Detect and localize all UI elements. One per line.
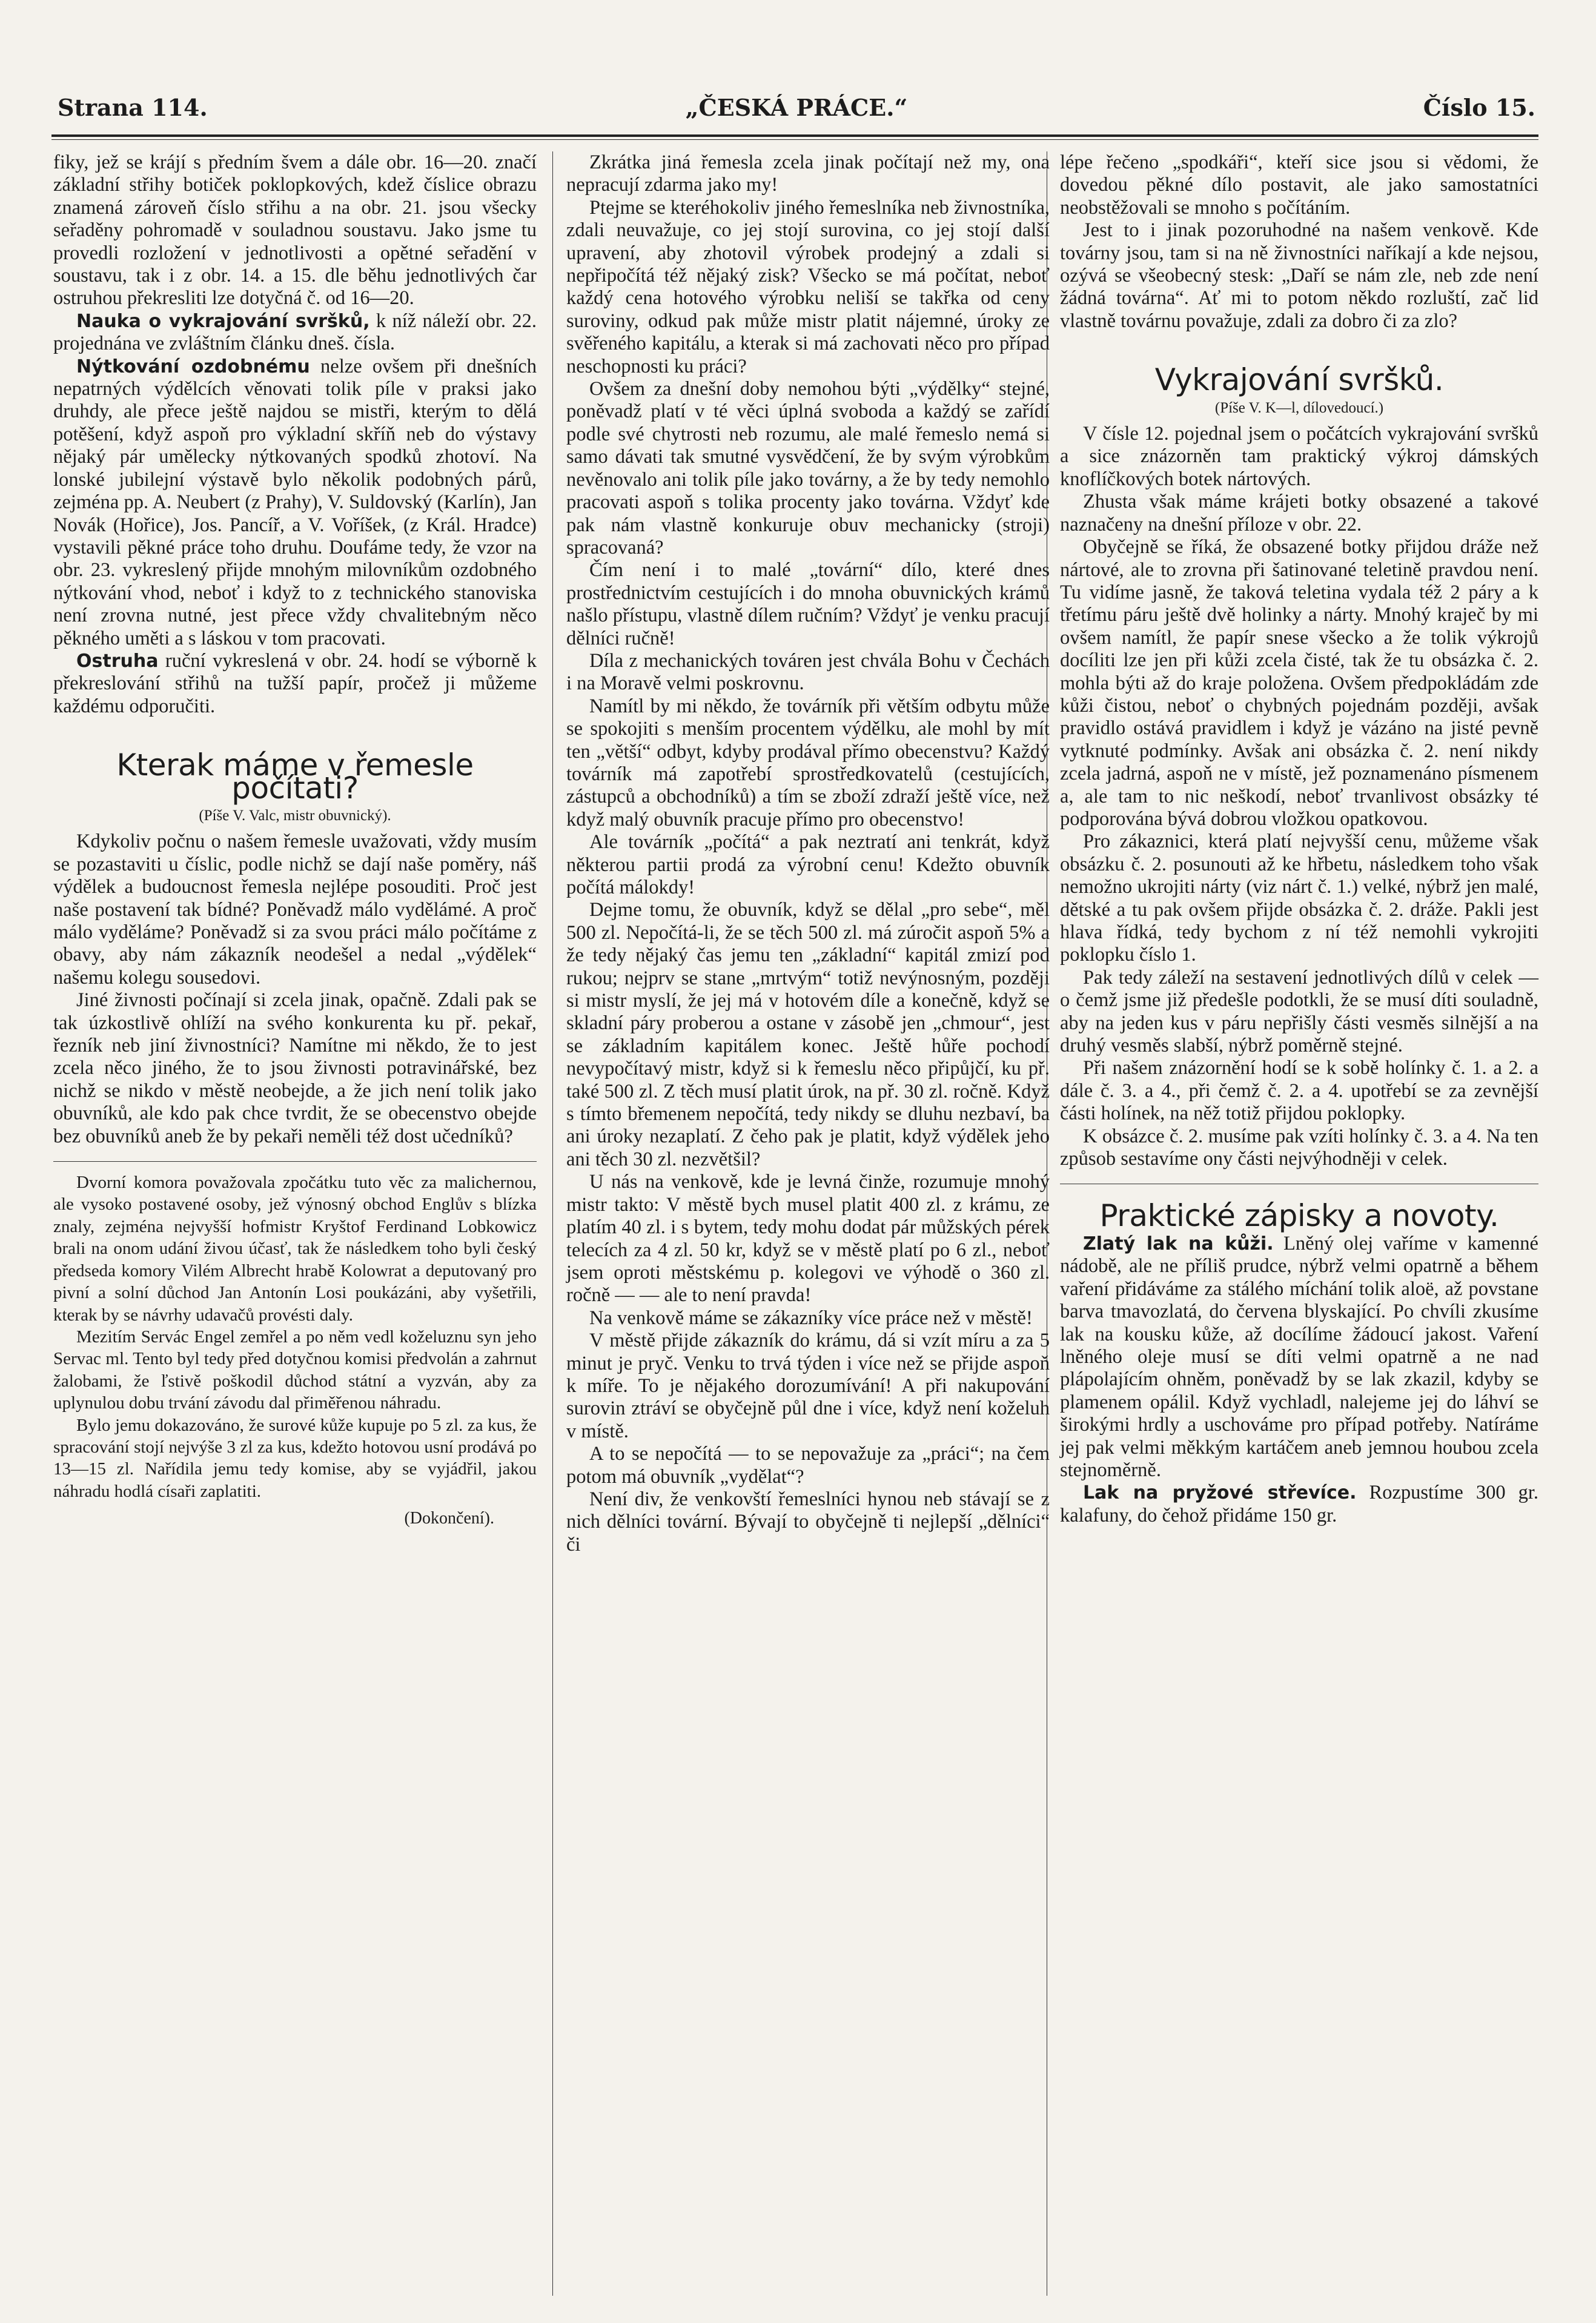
header-rule-thin xyxy=(51,139,1538,140)
paragraph: Při našem znázornění hodí se k sobě holínky č. 1. a 2. a dále č. 3. a 4., při čemž č. 2. a 4. upotřebí se za zevnější části holínek, na něž totiž přijdou poklopky. xyxy=(1060,1057,1538,1125)
column-divider-1 xyxy=(552,151,553,2296)
article-heading: Praktické zápisky a novoty. xyxy=(1099,1198,1499,1234)
paragraph: lépe řečeno „spodkáři“, kteří sice jsou si vědomi, že dovedou pěkné dílo postavit, ale jako samostatníci neobstěžovali se mnoho s počítáním. xyxy=(1060,151,1538,219)
paragraph: Zkrátka jiná řemesla zcela jinak počítají než my, ona nepracují zdarma jako my! xyxy=(566,151,1050,196)
column-2 xyxy=(566,151,1050,1556)
paragraph-text: Rozpustíme 300 gr. kalafuny, do čehož přidáme 150 gr. xyxy=(1060,1482,1539,1526)
paragraph: Mezitím Servác Engel zemřel a po něm vedl koželuznu syn jeho Servac ml. Tento byl tedy před dotyčnou komisi předvolán a zahrnut žalobami, že ľstivě poškodil důchod státní a vyzván, aby za uplynulou dobu trvání závodu dal přiměřenou náhradu. xyxy=(53,1327,537,1413)
paragraph: Jiné živnosti počínají si zcela jinak, opačně. Zdali pak se tak úzkostlivě ohlíží na svého konkurenta ku př. pekař, řezník neb jiní živnostníci? Namítne mi někdo, že to jest zcela něco jiného, že to jsou živnosti potravinářské, bez nichž se nikdo v městě neobejde, a že jich není tolik jako obuvníků, ale kdo pak chce tvrdit, že se obecenstvo obejde bez obuvníků aneb že by pekaři neměli též dost učedníků? xyxy=(53,989,537,1147)
run-in-heading: Nýtkování ozdobnému xyxy=(76,356,310,377)
paragraph xyxy=(1060,1482,1538,1527)
column-3 xyxy=(1060,151,1538,1527)
paragraph xyxy=(53,650,537,718)
column-1 xyxy=(53,151,537,1530)
page-header xyxy=(58,94,1535,136)
paragraph: A to se nepočítá — to se nepovažuje za „práci“; na čem potom má obuvník „vydělat“? xyxy=(566,1443,1050,1488)
issue-number: Číslo 15. xyxy=(1423,94,1535,121)
paragraph xyxy=(1060,1233,1538,1482)
paragraph-text: ruční vykreslená v obr. 24. hodí se výborně k překreslování střihů na tužší papír, pročež ji můžeme každému odporučiti. xyxy=(53,649,537,717)
run-in-heading: Nauka o vykrajování svršků, xyxy=(76,310,370,332)
article-byline: (Píše V. K—l, dílovedoucí.) xyxy=(1214,399,1384,416)
paragraph: Bylo jemu dokazováno, že surové kůže kupuje po 5 zl. za kus, že spracování stojí nejvýše 3 zl za kus, kdežto hotovou usní prodává po 13—15 zl. Nařídila jemu tedy komise, aby se vyjádřil, jakou náhradu hodlá císaři zaplatiti. xyxy=(53,1415,537,1501)
paragraph: Namítl by mi někdo, že továrník při větším odbytu může se spokojiti s menším procentem výdělku, ale mohl by mít ten „větší“ odbyt, kdyby prodával přímo obecenstvu? Každý továrník má zapotřebí sprostředkovatelů (cestujících, zástupců a obchodníků) a tím se zboží zdraží ještě více, než když malý obuvník pracuje přímo pro obecenstvo! xyxy=(566,695,1050,830)
paragraph: V městě přijde zákazník do krámu, dá si vzít míru a za 5 minut je pryč. Venku to trvá týden i více než se přijde aspoň k míře. To je nějakého dorozumívání! A při nakupování surovin ztráví se obyčejně půl dne i více, když není koželuh v místě. xyxy=(566,1330,1050,1442)
continuation-note: (Dokončení). xyxy=(404,1509,494,1528)
paragraph: Kdykoliv počnu o našem řemesle uvažovati, vždy musím se pozastaviti u číslic, podle nichž se dají naše poměry, náš výdělek a budoucnost řemesla nejlépe posouditi. Proč jest naše postavení tak bídné? Poněvadž málo vydělámé. A proč málo vyděláme? Poněvadž si za svou práci málo počítáme z obavy, aby nám zákazník neodešel a nedal „výdělek“ našemu kolegu sousedovi. xyxy=(53,830,537,989)
paragraph xyxy=(53,356,537,650)
paragraph: Čím není i to malé „tovární“ dílo, které dnes prostřednictvím cestujících i do mnoha obuvnických krámů našlo přístupu, vlastně dílem ručním? Vždyť je venku pracují dělníci ručně! xyxy=(566,559,1050,649)
article-heading: Kterak máme v řemesle počítati? xyxy=(116,747,474,806)
paragraph: Na venkově máme se zákazníky více práce než v městě! xyxy=(589,1307,1033,1329)
paragraph: Pro zákaznici, která platí nejvyšší cenu, můžeme však obsázku č. 2. posunouti až ke hřbetu, následkem toho však nemožno ukrojiti nárty (viz nárt č. 1.) velké, nýbrž jen malé, dětské a tu pak ovšem přijde obsázka č. 2. dráže. Pakli jest hlava řídká, tedy bychom z ní též nemohli vykrojiti poklopku číslo 1. xyxy=(1060,830,1538,966)
run-in-heading: Ostruha xyxy=(76,650,159,672)
paragraph-text: k níž náleží obr. 22. projednána ve zvláštním článku dneš. čísla. xyxy=(53,310,537,355)
paragraph xyxy=(53,310,537,356)
paragraph: U nás na venkově, kde je levná činže, rozumuje mnohý mistr takto: V městě bych musel platit 400 zl. z krámu, ze platím 40 zl. i s bytem, tedy mohu dodat pár můžských pérek telecích za 4 zl. 50 kr, když se v městě platí po 6 zl., neboť jsem oproti městskému p. kolegovi ve výhodě o 360 zl. ročně — — ale to není pravda! xyxy=(566,1171,1050,1307)
journal-title: „ČESKÁ PRÁCE.“ xyxy=(685,94,908,121)
paragraph: Dvorní komora považovala zpočátku tuto věc za malichernou, ale vysoko postavené osoby, jež výnosný obchod Englův s blízka znaly, zejména nejvyšší hofmistr Kryštof Ferdinand Lobkowicz brali na onom udání živou účasť, tak že následkem toho byli český předseda komory Vilém Albrecht hrabě Kolowrat a deputovaný pro pivní a solní důchod Jan Antonín Losi poukázáni, aby vyšetřili, kterak by se návrhy udavačů provésti daly. xyxy=(53,1173,537,1325)
run-in-heading: Zlatý lak na kůži. xyxy=(1083,1233,1274,1254)
paragraph: Dejme tomu, že obuvník, když se dělal „pro sebe“, měl 500 zl. Nepočítá-li, že se těch 500 zl. má zúročit aspoň 5% a že tedy nějaký čas jemu ten „základní“ kapitál zmizí pod rukou; nejprv se stane „mrtvým“ totiž nevýnosným, později si mistr myslí, že jej má v hotovém díle a konečně, když se skladní páry proberou a ostane v zásobě jen „chmour“, jest se základním kapitálem konec. Ještě hůře pochodí nevypočítavý mistr, když si k řemeslu něco připůjčí, ku př. také 500 zl. Z těch musí platit úrok, na př. 30 zl. ročně. Když s tímto břemenem nepočítá, tedy nikdy se dluhu nezbaví, ba ani úroky nezaplatí. Z čeho pak je platit, když výdělek jeho ani těch 30 zl. nezvětšil? xyxy=(566,899,1050,1170)
paragraph: Zhusta však máme krájeti botky obsazené a takové naznačeny na dnešní příloze v obr. 22. xyxy=(1060,491,1538,535)
paragraph: Obyčejně se říká, že obsazené botky přijdou dráže než nártové, ale to zrovna při šatinované teletině pravdou není. Tu vidíme jasně, že taková teletina vydala též 2 páry a k třetímu páru ještě dvě holinky a nárty. Mnohý kraječ by mi ovšem namítl, že papír snese všecko a že tolik výkrojů docíliti lze jen při kůži zcela čisté, tak že tu obsázka č. 2. mohla býti až do kraje položena. Ovšem předpokládám zde kůži čistou, neboť o chybných pojednám později, avšak pravidlo ostává pravidlem i když je vázáno na jisté pevně vytknuté podmínky. Avšak ani obsázka č. 2. není nikdy zcela jadrná, aspoň ne v místě, jež poznamenáno písmenem a, ale tam to nic neškodí, neboť trvanlivost obsázky té podporována bývá dobrou vložkou opatkovou. xyxy=(1060,536,1538,830)
page-number: Strana 114. xyxy=(58,94,208,121)
paragraph: Pak tedy záleží na sestavení jednotlivých dílů v celek — o čemž jsme již předešle podotkli, že se musí díti souladně, aby na jeden kus v páru nepřišly části vesměs silnější a na druhý vesměs slabší, nýbrž poměrně stejné. xyxy=(1060,966,1538,1057)
paragraph-text: nelze ovšem při dnešních nepatrných výdělcích věnovati tolik píle v praksi jako druhdy, ale přece ještě najdou se mistři, kterým to dělá potěšení, když aspoň pro výkladní skříň neb do výstavy nějaký pár umělecky nýtkovaných spodků zhotoví. Na lonské jubilejní výstavě bylo několik podobných párů, zejména pp. A. Neubert (z Prahy), V. Suldovský (Karlín), Jan Novák (Hořice), Jos. Pancíř, a V. Voříšek, (z Král. Hradce) vystavili pěkné práce toho druhu. Doufáme tedy, že vzor na obr. 23. vykreslený přijde mnohým milovníkům ozdobného nýtkování vhod, neboť i když to z technického stanoviska není zrovna nutné, jest přece vždy chvalitebným něco pěkného uměti a s láskou v tom pracovati. xyxy=(53,355,537,649)
paragraph-text: Lněný olej vaříme v kamenné nádobě, ale ne příliš prudce, nýbrž velmi opatrně a během vaření přidáváme za stálého míchání tolik aloë, až povstane barva tmavozlatá, do červena blyskající. Po chvíli zkusíme lak na kousku kůže, až docílíme žádoucí jakost. Vaření lněného oleje musí se díti velmi opatrně a ne nad plápolajícím ohněm, poněvadž by se lak zkazil, kdyby se plamenem opálil. Když vychladl, nalejeme jej do láhví se širokými hrdly a uschováme pro případ potřeby. Natíráme jej pak velmi měkkým kartáčem aneb jemnou houbou zcela stejnoměrně. xyxy=(1060,1232,1538,1481)
paragraph: Ptejme se kteréhokoliv jiného řemeslníka neb živnostníka, zdali neuvažuje, co jej stojí surovina, co jej stojí další upravení, aby zhotovil výrobek prodejný a zdali si nepřipočítá též nějaký zisk? Všecko se má počítat, neboť každý cena hotového výrobku neliší se takřka od ceny suroviny, odkud pak může mistr platit nájemné, úroky ze svěřeného kapitálu, a kterak si má zachovati něco pro případ neschopnosti ku práci? xyxy=(566,196,1050,377)
paragraph: Ale továrník „počítá“ a pak neztratí ani tenkrát, když některou partii prodá za výrobní cenu! Kdežto obuvník počítá málokdy! xyxy=(566,831,1050,898)
article-heading: Vykrajování svršků. xyxy=(1154,362,1444,398)
header-rule xyxy=(51,134,1538,137)
run-in-heading: Lak na pryžové střevíce. xyxy=(1083,1482,1357,1504)
paragraph: Ovšem za dnešní doby nemohou býti „výdělky“ stejné, poněvadž platí v té věci úplná svoboda a každý se zařídí podle své chytrosti neb rozumu, ale malé řemeslo nemá si samo dávati tak smutné vysvědčení, že by svým výrobkům nevěnovalo ani tolik píle jako továrny, a že by tedy nemohlo pracovati aspoň s tolika procenty jako továrna. Vždyť kde pak nám vlastně konkuruje obuv mechanicky (stroji) spracovaná? xyxy=(566,378,1050,558)
paragraph: fiky, jež se krájí s předním švem a dále obr. 16—20. značí základní střihy botiček poklopkových, kdež číslice obrazu znamená zároveň číslo střihu a na obr. 21. jsou všecky seřaděny pohromadě v souladnou soustavu. Jako jsme tu provedli rozložení v jednotlivosti a opětné seřadění v soustavu, tak i z obr. 14. a 15. dle běhu jednotlivých čar ostruhou překresliti lze dotyčná č. od 16—20. xyxy=(53,151,537,310)
paragraph: V čísle 12. pojednal jsem o počátcích vykrajování svršků a sice znázorněn tam praktický výkroj dámských knoflíčkových botek nártových. xyxy=(1060,423,1538,490)
paragraph: K obsázce č. 2. musíme pak vzíti holínky č. 3. a 4. Na ten způsob sestavíme ony části nejvýhodněji v celek. xyxy=(1060,1125,1538,1170)
section-divider xyxy=(53,1161,537,1162)
paragraph: Jest to i jinak pozoruhodné na našem venkově. Kde továrny jsou, tam si na ně živnostníci naříkají a kde nejsou, ozývá se všeobecný stesk: „Daří se nám zle, neb zde není žádná továrna“. Ať mi to potom někdo rozluští, zač lid vlastně továrnu považuje, zdali za dobro či za zlo? xyxy=(1060,219,1538,332)
article-byline: (Píše V. Valc, mistr obuvnický). xyxy=(199,807,391,824)
paragraph: Díla z mechanických továren jest chvála Bohu v Čechách i na Moravě velmi poskrovnu. xyxy=(566,649,1050,695)
paragraph: Není div, že venkovští řemeslníci hynou neb stávají se z nich dělníci tovární. Bývají to obyčejně ti nejlepší „dělníci“ či xyxy=(566,1488,1050,1556)
